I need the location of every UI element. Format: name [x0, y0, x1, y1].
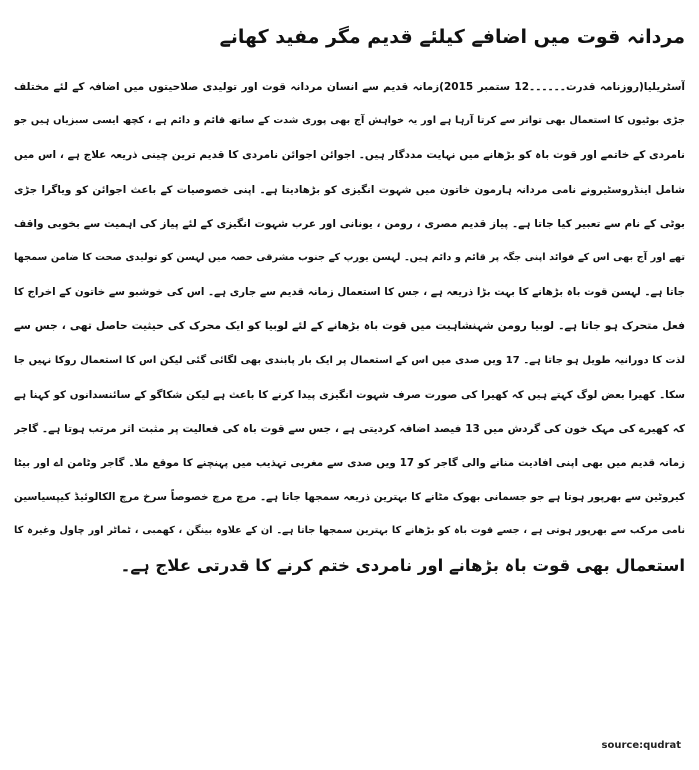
- article-line: لذت کا دورانیہ طویل ہو جاتا ہے۔ 17 ویں صدی میں اس کے استعمال پر ایک بار پابندی بھی لگائی گئی لیکن اس کا استعمال روکا نہیں جا: [14, 354, 685, 366]
- article-line: جاتا ہے۔ لہسن قوت باہ بڑھانے کا بہت بڑا ذریعہ ہے ، جس کا استعمال زمانہ قدیم سے جاری ہے۔ اس کی خوشبو سے خاتون کے اخراج کا: [14, 286, 685, 299]
- article-line: سکا۔ کھیرا بعض لوگ کہتے ہیں کہ کھیرا کی صورت صرف شہوت انگیزی پیدا کرنے کا باعث ہے لیکن شکاگو کے سائنسدانوں کو کہنا ہے: [14, 388, 685, 401]
- article-line: جڑی بوٹیوں کا استعمال بھی تواتر سے کرتا آرہا ہے اور یہ خواہش آج بھی پوری شدت کے ساتھ قائم و دائم ہے ، کچھ ایسی سبزیاں ہیں جو: [14, 115, 685, 127]
- article-line: نامی مرکب سے بھرپور ہوتی ہے ، جسے قوت باہ کو بڑھانے کا بہترین سمجھا جاتا ہے۔ ان کے علاوہ بینگن ، کھمبی ، ٹماٹر اور چاول وغیرہ کا: [14, 525, 685, 537]
- article-body: [14, 70, 685, 583]
- article-line: استعمال بھی قوت باہ بڑھانے اور نامردی ختم کرنے کا قدرتی علاج ہے۔: [120, 555, 685, 575]
- article-line: تھے اور آج بھی اس کے فوائد اپنی جگہ پر قائم و دائم ہیں۔ لہسن یورپ کے جنوب مشرقی حصہ میں لہسن کو تولیدی صحت کا ضامن سمجھا: [14, 251, 685, 263]
- article: [14, 22, 685, 583]
- article-line: کہ کھیرے کی مہک خون کی گردش میں 13 فیصد اضافہ کردیتی ہے ، جس سے قوت باہ کی فعالیت پر مثبت اثر مرتب ہوتا ہے۔ گاجر: [14, 422, 685, 435]
- article-line: نامردی کے خاتمے اور قوت باہ کو بڑھانے میں نہایت مددگار ہیں۔ اجوائن اجوائن نامردی کا قدیم ترین چینی ذریعہ علاج ہے ، اس میں: [14, 149, 685, 162]
- article-line: کیروٹین سے بھرپور ہوتا ہے جو جسمانی بھوک مٹانے کا بہترین ذریعہ سمجھا جاتا ہے۔ مرچ مرچ خصوصاً سرخ مرچ الکالوئیڈ کیپسیاسین: [14, 491, 685, 504]
- article-title: مردانہ قوت میں اضافے کیلئے قدیم مگر مفید کھانے: [219, 26, 685, 48]
- article-line: بوٹی کے نام سے تعبیر کیا جاتا ہے۔ پیاز قدیم مصری ، رومن ، یونانی اور عرب شہوت انگیزی کے لئے پیاز کی اہمیت سے بخوبی واقف: [14, 217, 685, 230]
- article-line: فعل متحرک ہو جاتا ہے۔ لوبیا رومن شہنشاہیت میں قوت باہ بڑھانے کے لئے لوبیا کو ایک محرک کی حیثیت حاصل تھی ، جس سے: [14, 319, 685, 333]
- source-credit: source:qudrat: [601, 740, 681, 751]
- article-line: زمانہ قدیم میں بھی اپنی افادیت منانے والی گاجر کو 17 ویں صدی سے مغربی تہذیب میں پہنچنے کا موقع ملا۔ گاجر وٹامن اے اور بیٹا: [14, 457, 685, 470]
- article-line: آسٹریلیا(روزنامہ قدرت۔۔۔۔۔۔12 ستمبر 2015)زمانہ قدیم سے انسان مردانہ قوت اور تولیدی صلاحیتوں میں اضافہ کے لئے مختلف: [14, 81, 685, 93]
- article-line: شامل اینڈروسٹیرونے نامی مردانہ ہارمون خاتون میں شہوت انگیزی کو بڑھادیتا ہے۔ اپنی خصوصیات کے باعث اجوائن کو ویاگرا جڑی: [14, 183, 685, 196]
